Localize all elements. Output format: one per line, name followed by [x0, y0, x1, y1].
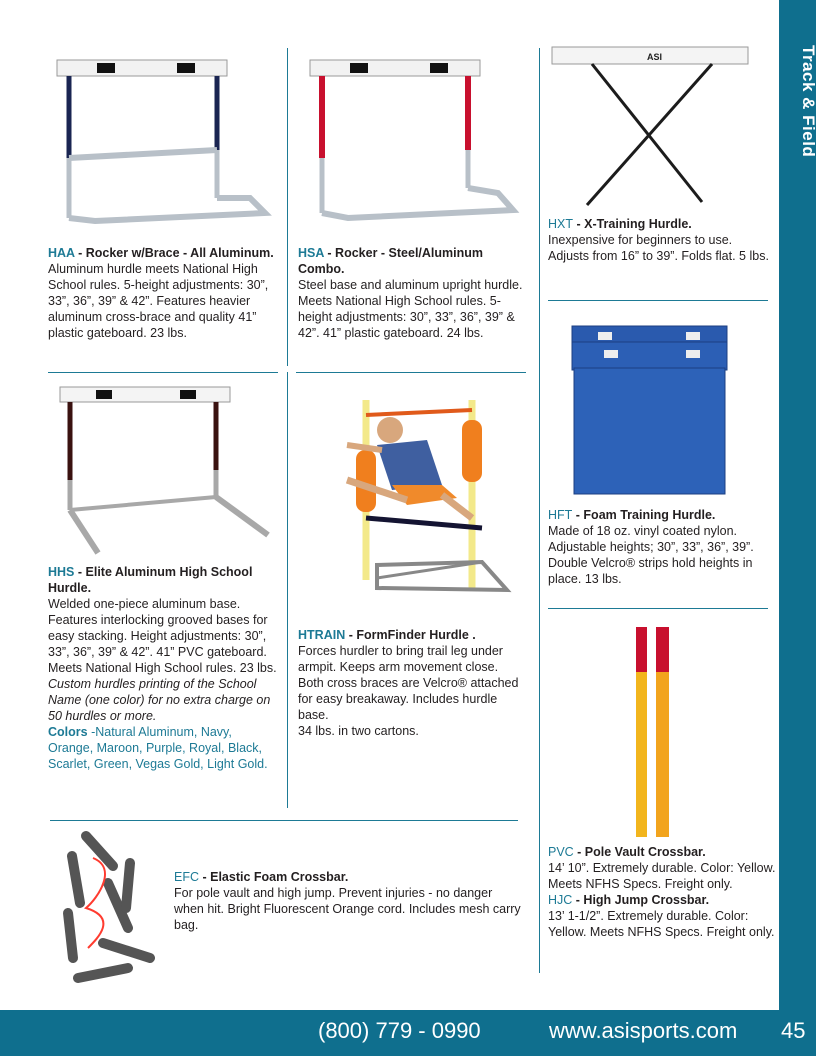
hft-title: - Foam Training Hurdle. — [572, 508, 716, 522]
haa-block — [48, 245, 280, 341]
hxt-block — [548, 216, 774, 264]
hsa-hurdle-image — [308, 58, 523, 233]
column-divider — [287, 48, 288, 366]
row-divider — [50, 820, 518, 821]
hsa-block — [298, 245, 530, 341]
hxt-code: HXT — [548, 217, 573, 231]
haa-hurdle-image — [55, 58, 270, 233]
page-number: 45 — [781, 1018, 806, 1043]
haa-description: Aluminum hurdle meets National High School rules. 5-height adjustments: 30”, 33”, 36”, 39” & 42”. Features heavier aluminum cross-brace and quality 41” plastic gateboard. 23 lbs. — [48, 262, 269, 340]
hft-code: HFT — [548, 508, 573, 522]
pvc-code: PVC — [548, 845, 574, 859]
hxt-description: Inexpensive for beginners to use. Adjusts from 16” to 39”. Folds flat. 5 lbs. — [548, 233, 769, 263]
hhs-block — [48, 564, 280, 772]
row-divider — [548, 300, 768, 301]
efc-code: EFC — [174, 870, 199, 884]
hft-description: Made of 18 oz. vinyl coated nylon. Adjustable heights; 30”, 33”, 36”, 39”. Double Velcro® strips hold heights in place. 13 lbs. — [548, 524, 754, 586]
phone-number: (800) 779 - 0990 — [318, 1018, 481, 1043]
hxt-title: - X-Training Hurdle. — [573, 217, 692, 231]
crossbar-block — [548, 844, 776, 940]
htrain-code: HTRAIN — [298, 628, 346, 642]
hhs-hurdle-image — [58, 385, 273, 560]
htrain-block — [298, 627, 526, 739]
pvc-description: 14’ 10”. Extremely durable. Color: Yellow. Meets NFHS Specs. Freight only. — [548, 861, 776, 891]
hsa-title: - Rocker - Steel/Aluminum Combo. — [298, 246, 483, 276]
hjc-title: - High Jump Crossbar. — [572, 893, 710, 907]
efc-description: For pole vault and high jump. Prevent injuries - no danger when hit. Bright Fluorescent Orange cord. Includes mesh carry bag. — [174, 886, 521, 932]
hxt-hurdle-image — [552, 47, 750, 212]
hft-block — [548, 507, 774, 587]
hhs-colors-label: Colors — [48, 725, 88, 739]
hhs-title: - Elite Aluminum High School Hurdle. — [48, 565, 253, 595]
row-divider — [548, 608, 768, 609]
htrain-title: - FormFinder Hurdle . — [345, 628, 476, 642]
htrain-weight: 34 lbs. in two cartons. — [298, 724, 419, 738]
htrain-description: Forces hurdler to bring trail leg under armpit. Keeps arm movement close. Both cross braces are Velcro® attached for easy breakaway. Includes hurdle base. — [298, 644, 519, 722]
haa-title: - Rocker w/Brace - All Aluminum. — [74, 246, 274, 260]
efc-title: - Elastic Foam Crossbar. — [199, 870, 349, 884]
hhs-code: HHS — [48, 565, 75, 579]
hjc-code: HJC — [548, 893, 573, 907]
hjc-description: 13’ 1-1/2”. Extremely durable. Color: Yellow. Meets NFHS Specs. Freight only. — [548, 909, 775, 939]
website: www.asisports.com — [549, 1018, 738, 1043]
htrain-hurdle-image — [322, 390, 512, 625]
hhs-colors: -Natural Aluminum, Navy, Orange, Maroon, Purple, Royal, Black, Scarlet, Green, Vegas Gold, Light Gold. — [48, 725, 268, 771]
pvc-title: - Pole Vault Crossbar. — [573, 845, 706, 859]
hsa-code: HSA — [298, 246, 324, 260]
column-divider — [539, 48, 540, 973]
footer-bar — [0, 1010, 816, 1056]
crossbar-image — [630, 625, 678, 840]
hhs-note: Custom hurdles printing of the School Name (one color) for no extra charge on 50 hurdles or more. — [48, 677, 271, 723]
efc-block — [174, 869, 524, 933]
column-divider — [287, 372, 288, 808]
hhs-description: Welded one-piece aluminum base. Features interlocking grooved bases for easy stacking. Height adjustments: 30”, 33”, 36”, 39” & 42”. 41” PVC gateboard. Meets National High School rules. 23 lbs. — [48, 597, 277, 675]
section-label: Track & Field — [799, 45, 818, 158]
row-divider — [48, 372, 278, 373]
row-divider — [296, 372, 526, 373]
hsa-description: Steel base and aluminum upright hurdle. Meets National High School rules. 5-height adjustments: 30”, 33”, 36”, 39” & 42”. 41” plastic gateboard. 24 lbs. — [298, 278, 523, 340]
haa-code: HAA — [48, 246, 75, 260]
efc-crossbar-image — [58, 828, 168, 998]
svg-text:ASI: ASI — [647, 52, 663, 62]
hft-foam-hurdle-image — [568, 322, 733, 502]
